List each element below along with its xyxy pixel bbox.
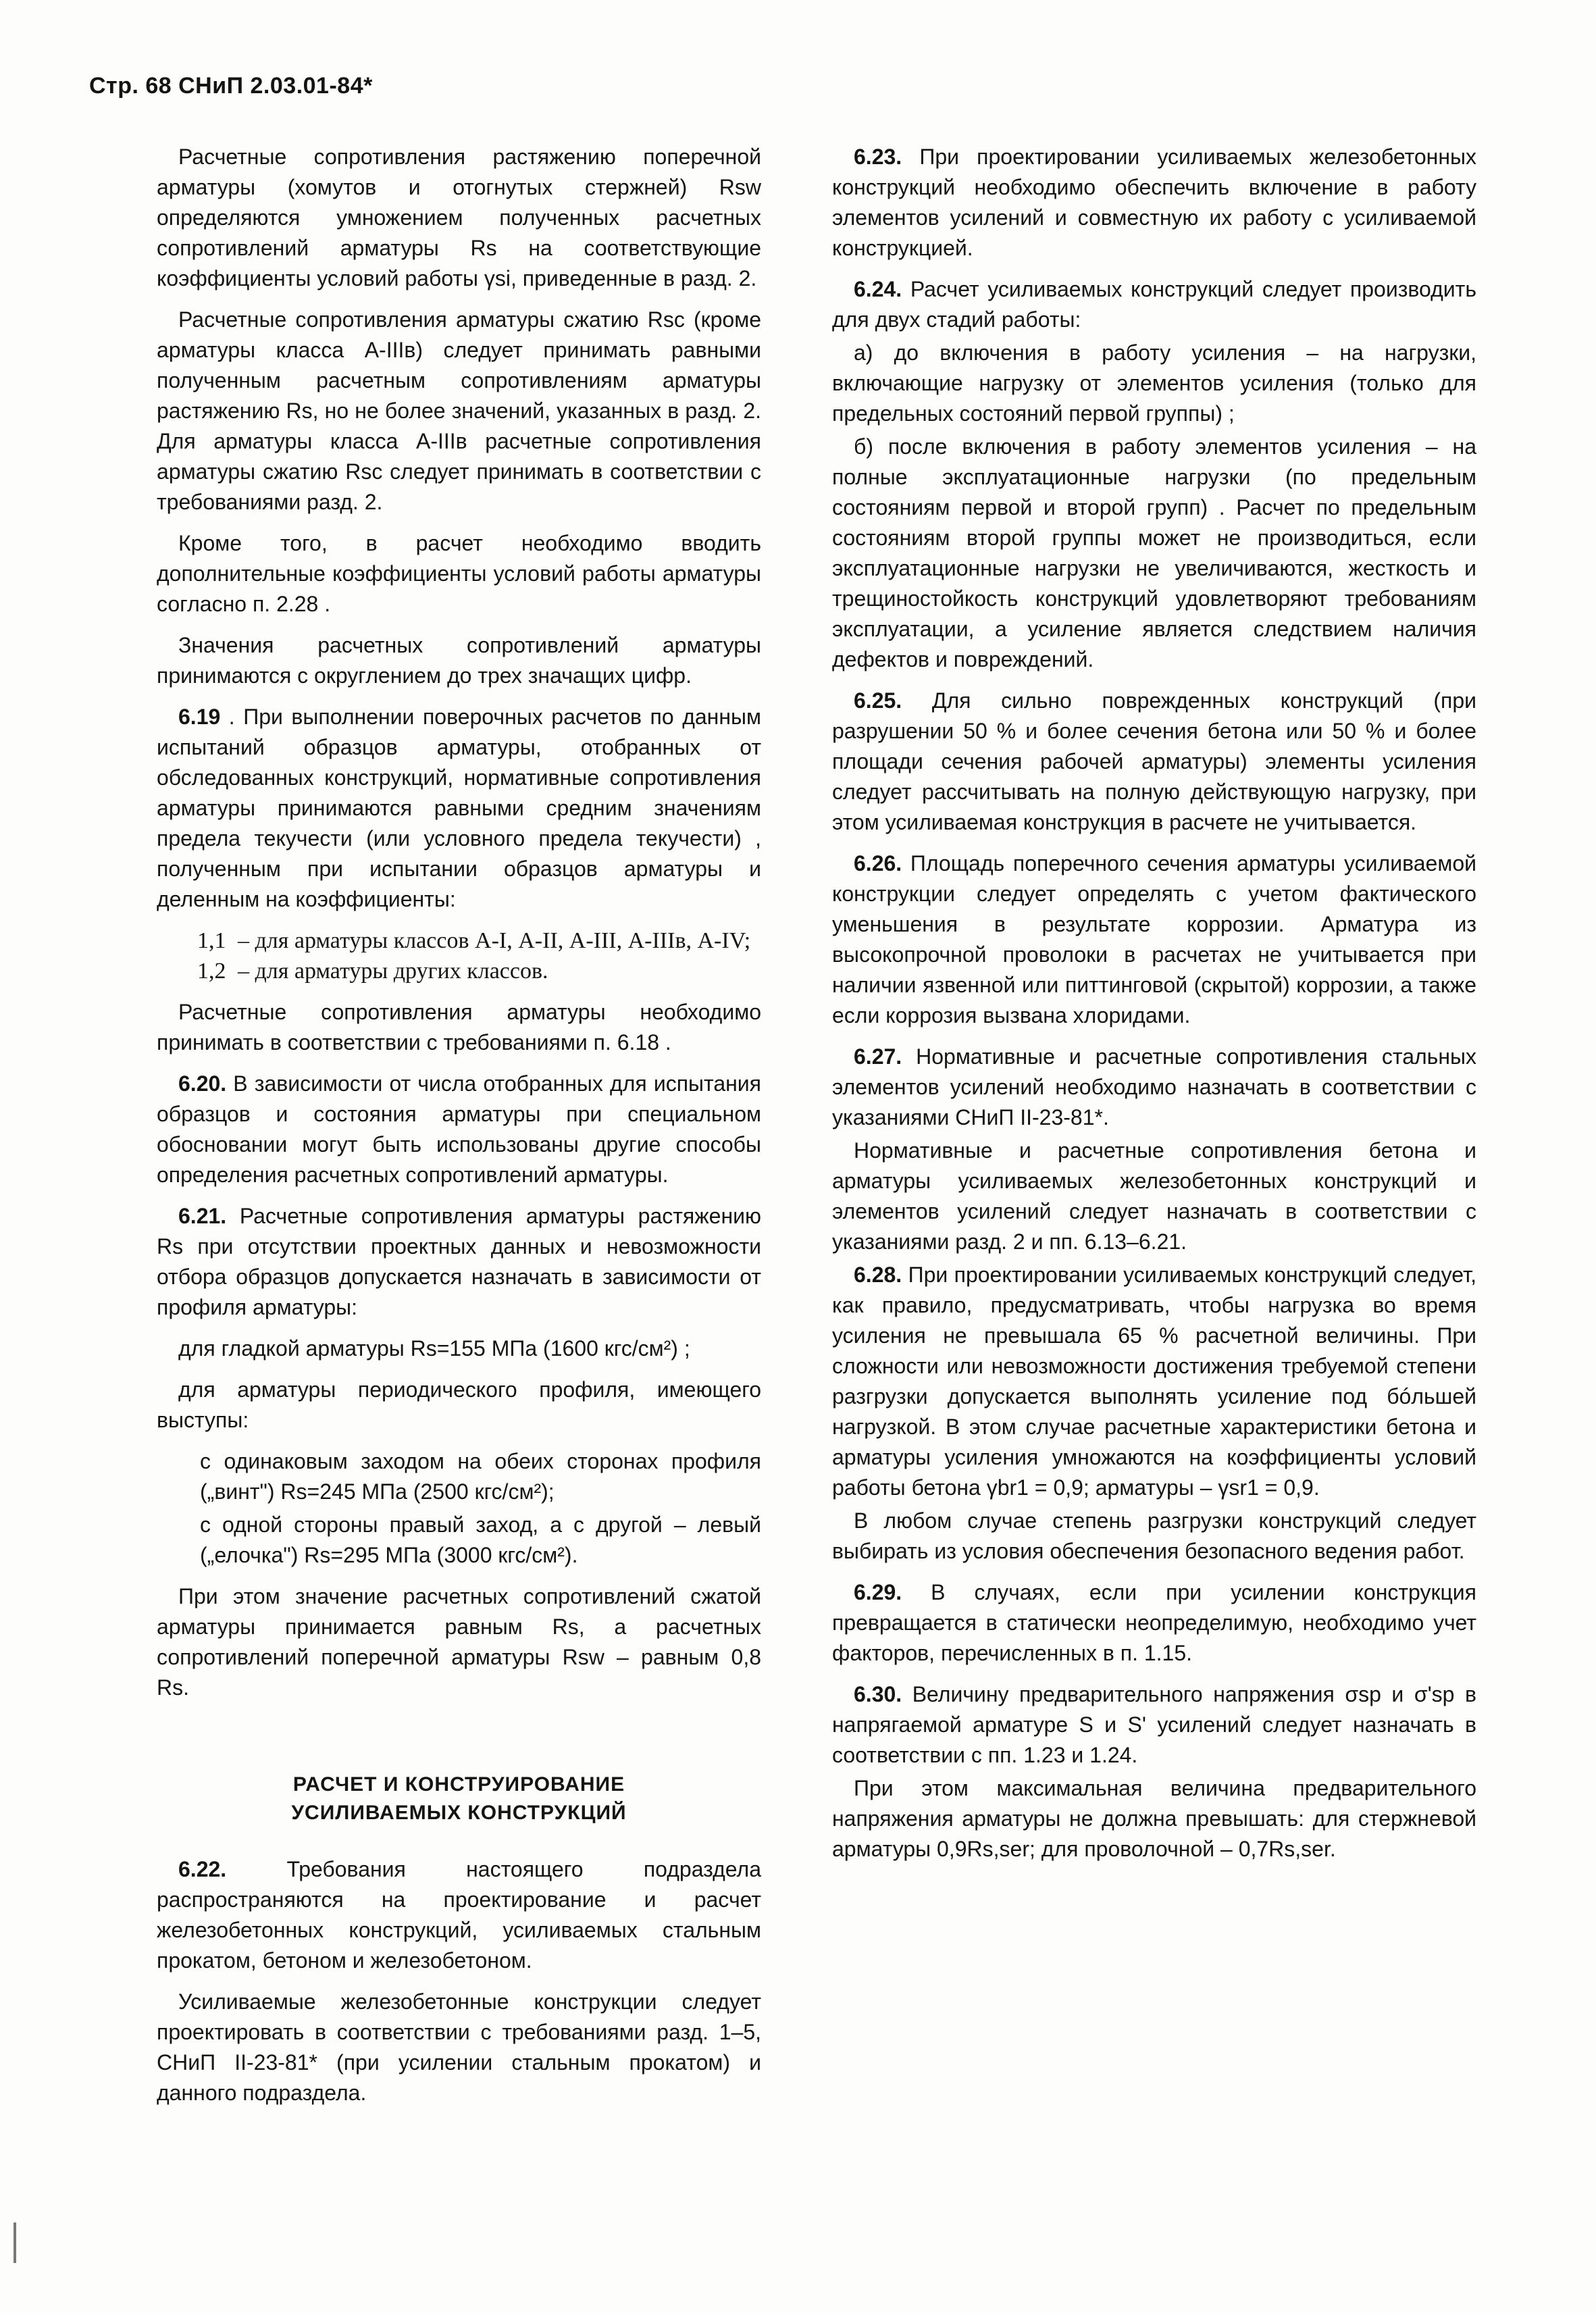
clause-number: 6.21. xyxy=(178,1204,227,1228)
list-item xyxy=(157,925,761,956)
clause-text: Для сильно поврежденных конструкций (при разрушении 50 % и более сечения бетона или 50 % и более площади сечения рабочей арматуры) элементы усиления следует рассчитывать на полную действующую нагрузку, при этом усиливаемая конструкция в расчете не учитывается. xyxy=(832,688,1476,834)
right-column xyxy=(832,142,1476,1875)
paragraph: Расчетные сопротивления арматуры сжатию Rsc (кроме арматуры класса А-IIIв) следует принимать равными полученным расчетным сопротивлениям арматуры растяжению Rs, но не более значений, указанных в разд. 2. Для арматуры класса А-IIIв расчетные сопротивления арматуры сжатию Rsc следует принимать в соответствии с требованиями разд. 2. xyxy=(157,307,761,514)
clause-6-27 xyxy=(832,1042,1476,1133)
section-title-line: УСИЛИВАЕМЫХ КОНСТРУКЦИЙ xyxy=(291,1802,627,1824)
section-title-line: РАСЧЕТ И КОНСТРУИРОВАНИЕ xyxy=(292,1773,625,1796)
paragraph: Нормативные и расчетные сопротивления бетона и арматуры усиливаемых железобетонных конструкций и элементов усилений следует назначать в соответствии с указаниями разд. 2 и пп. 6.13–6.21. xyxy=(832,1138,1476,1254)
clause-6-21 xyxy=(157,1201,761,1323)
clause-text: В зависимости от числа отобранных для испытания образцов и состояния арматуры при специальном обосновании могут быть использованы другие способы определения расчетных сопротивлений арматуры. xyxy=(157,1071,761,1187)
clause-number: 6.23. xyxy=(854,145,902,169)
clause-number: 6.22. xyxy=(178,1857,227,1881)
clause-6-22 xyxy=(157,1854,761,1976)
coefficient-list xyxy=(157,925,761,986)
list-item-number: 1,1 xyxy=(197,928,226,953)
clause-text: При проектировании усиливаемых железобетонных конструкций необходимо обеспечить включение в работу элементов усилений и совместную их работу с усиливаемой конструкцией. xyxy=(832,145,1476,260)
clause-6-25 xyxy=(832,686,1476,838)
clause-text: Нормативные и расчетные сопротивления стальных элементов усилений необходимо назначать в соответствии с указаниями СНиП II-23-81*. xyxy=(832,1044,1476,1129)
clause-number: 6.26. xyxy=(854,851,902,875)
paragraph: Расчетные сопротивления арматуры необходимо принимать в соответствии с требованиями п. 6.18 . xyxy=(157,1000,761,1054)
clause-number: 6.24. xyxy=(854,277,902,301)
running-header: Стр. 68 СНиП 2.03.01-84* xyxy=(89,73,373,99)
clause-6-23 xyxy=(832,142,1476,263)
clause-number: 6.25. xyxy=(854,688,902,713)
scan-margin-mark xyxy=(14,2222,16,2263)
list-item: с одной стороны правый заход, а с другой – левый („елочка") Rs=295 МПа (3000 кгс/см²). xyxy=(200,1513,761,1567)
clause-text: Расчет усиливаемых конструкций следует производить для двух стадий работы: xyxy=(832,277,1476,332)
clause-number: 6.27. xyxy=(854,1044,902,1069)
list-item-number: 1,2 xyxy=(197,959,226,984)
clause-number: 6.19 xyxy=(178,705,221,729)
list-item-text: – для арматуры других классов. xyxy=(238,959,548,984)
clause-6-20 xyxy=(157,1069,761,1190)
clause-text: Величину предварительного напряжения σsp и σ'sp в напрягаемой арматуре S и S' усилений следует назначать в соответствии с пп. 1.23 и 1.24. xyxy=(832,1682,1477,1767)
clause-6-28 xyxy=(832,1260,1476,1503)
section-title xyxy=(157,1771,761,1827)
clause-number: 6.28. xyxy=(854,1263,902,1287)
formula-line: для гладкой арматуры Rs=155 МПа (1600 кгс/см²) ; xyxy=(178,1336,690,1361)
paragraph: При этом максимальная величина предварительного напряжения арматуры не должна превышать: для стержневой арматуры 0,9Rs,ser; для проволочной – 0,7Rs,ser. xyxy=(832,1776,1476,1861)
clause-text: . При выполнении поверочных расчетов по данным испытаний образцов арматуры, отобранных от обследованных конструкций, нормативные сопротивления арматуры принимаются равными средним значениям предела текучести (или условного предела текучести) , полученным при испытании образцов арматуры и деленным на коэффициенты: xyxy=(157,705,761,911)
clause-6-19 xyxy=(157,702,761,915)
clause-6-26 xyxy=(832,848,1476,1031)
clause-6-29 xyxy=(832,1577,1476,1669)
list-item xyxy=(157,956,761,986)
clause-number: 6.30. xyxy=(854,1682,902,1706)
paragraph: Кроме того, в расчет необходимо вводить дополнительные коэффициенты условий работы арматуры согласно п. 2.28 . xyxy=(157,531,761,616)
paragraph: Усиливаемые железобетонные конструкции следует проектировать в соответствии с требованиями разд. 1–5, СНиП II-23-81* (при усилении стальным прокатом) и данного подраздела. xyxy=(157,1989,761,2105)
clause-text: Площадь поперечного сечения арматуры усиливаемой конструкции следует определять с учетом фактического уменьшения в результате коррозии. Арматура из высокопрочной проволоки в расчетах не учитывается при наличии язвенной или питтинговой (скрытой) коррозии, а также если коррозия вызвана хлоридами. xyxy=(832,851,1476,1027)
clause-6-30 xyxy=(832,1679,1476,1771)
clause-text: При проектировании усиливаемых конструкций следует, как правило, предусматривать, чтобы нагрузка во время усиления не превышала 65 % расчетной величины. При сложности или невозможности достижения требуемой степени разгрузки допускается выполнять усиление под бóльшей нагрузкой. В этом случае расчетные характеристики бетона и арматуры усиления умножаются на коэффициенты условий работы бетона γbr1 = 0,9; арматуры – γsr1 = 0,9. xyxy=(832,1263,1476,1500)
list-item: б) после включения в работу элементов усиления – на полные эксплуатационные нагрузки (по предельным состояниям первой и второй групп) . Расчет по предельным состояниям второй группы может не производиться, если эксплуатационные нагрузки не увеличиваются, жесткость и трещиностойкость конструкций удовлетворяют требованиям эксплуатации, а усиление является следствием наличия дефектов и повреждений. xyxy=(832,434,1476,671)
paragraph: При этом значение расчетных сопротивлений сжатой арматуры принимается равным Rs, а расчетных сопротивлений поперечной арматуры Rsw – равным 0,8 Rs. xyxy=(157,1584,761,1700)
formula-line: для арматуры периодического профиля, имеющего выступы: xyxy=(157,1377,761,1432)
clause-text: В случаях, если при усилении конструкция превращается в статически неопределимую, необходимо учет факторов, перечисленных в п. 1.15. xyxy=(832,1580,1476,1665)
clause-text: Расчетные сопротивления арматуры растяжению Rs при отсутствии проектных данных и невозможности отбора образцов допускается назначать в зависимости от профиля арматуры: xyxy=(157,1204,761,1319)
paragraph: Значения расчетных сопротивлений арматуры принимаются с округлением до трех значащих цифр. xyxy=(157,633,761,688)
list-item-text: – для арматуры классов А-I, А-II, А-III, А-IIIв, А-IV; xyxy=(238,928,751,953)
list-item: с одинаковым заходом на обеих сторонах профиля („винт") Rs=245 МПа (2500 кгс/см²); xyxy=(200,1449,761,1504)
paragraph: Расчетные сопротивления растяжению поперечной арматуры (хомутов и отогнутых стержней) Rsw определяются умножением полученных расчетных сопротивлений арматуры Rs на соответствующие коэффициенты условий работы γsi, приведенные в разд. 2. xyxy=(157,145,761,290)
paragraph: В любом случае степень разгрузки конструкций следует выбирать из условия обеспечения безопасного ведения работ. xyxy=(832,1508,1476,1563)
list-item: а) до включения в работу усиления – на нагрузки, включающие нагрузку от элементов усиления (только для предельных состояний первой группы) ; xyxy=(832,340,1476,426)
left-column xyxy=(157,142,761,2119)
clause-text: Требования настоящего подраздела распространяются на проектирование и расчет железобетонных конструкций, усиливаемых стальным прокатом, бетоном и железобетоном. xyxy=(157,1857,761,1973)
clause-number: 6.20. xyxy=(178,1071,227,1096)
profile-list xyxy=(200,1446,761,1571)
clause-6-24 xyxy=(832,274,1476,335)
clause-number: 6.29. xyxy=(854,1580,902,1604)
